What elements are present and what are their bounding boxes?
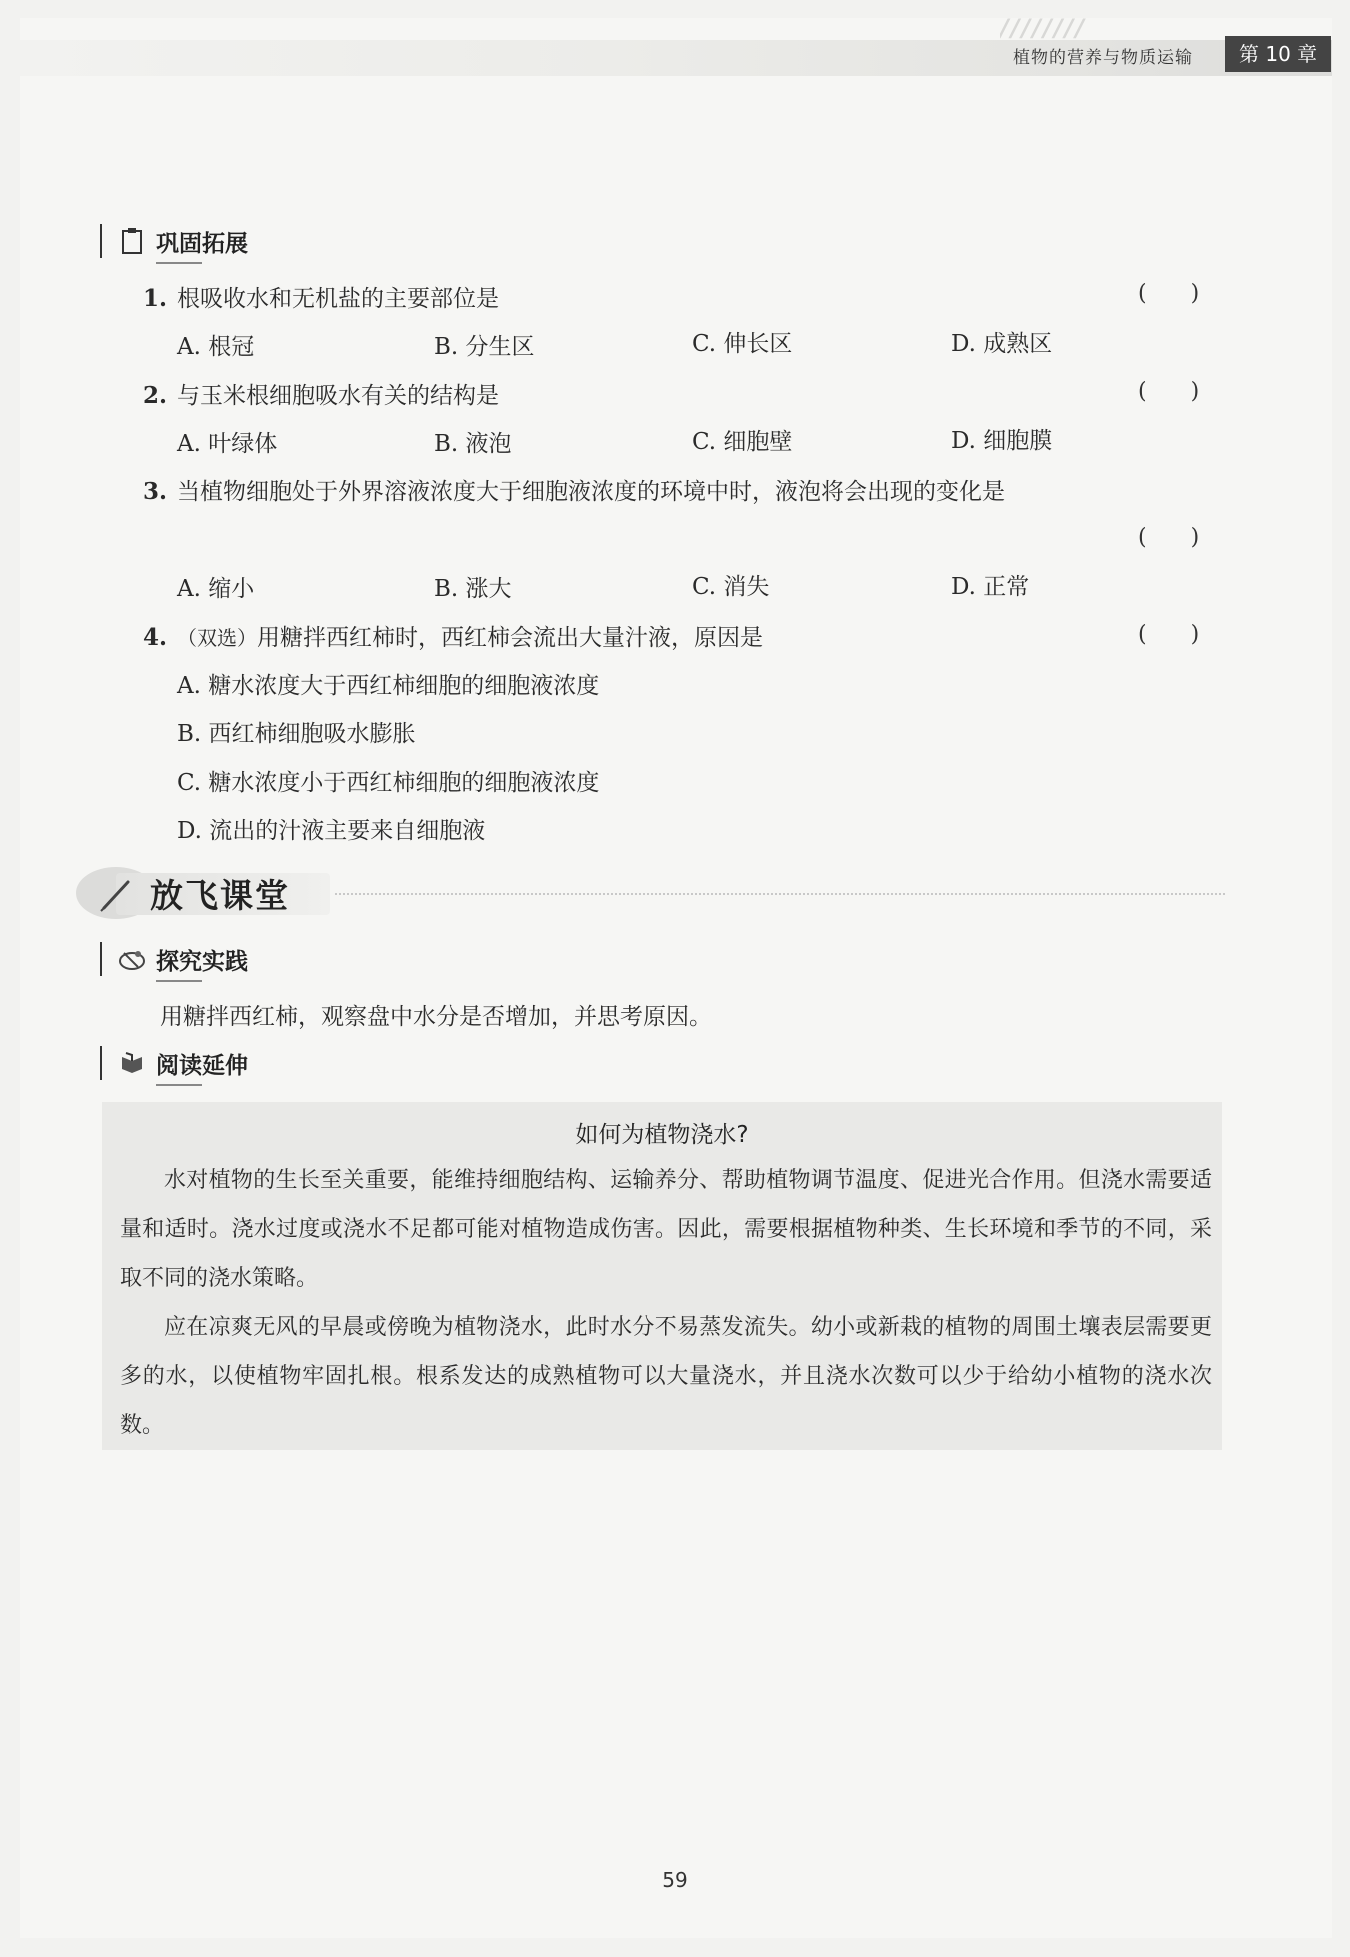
header-decoration: //////// (1000, 14, 1087, 42)
question-number: 2. (143, 382, 168, 409)
question-number: 1. (143, 285, 168, 312)
question-stem: 当植物细胞处于外界溶液浓度大于细胞液浓度的环境中时，液泡将会出现的变化是 (177, 479, 1006, 505)
question-3 (143, 473, 1005, 506)
banner-divider (335, 893, 1225, 895)
section-bar (100, 942, 102, 976)
section-bar (100, 224, 102, 258)
banner-title: 放飞课堂 (150, 876, 290, 915)
reading-paragraph-1: 水对植物的生长至关重要，能维持细胞结构、运输养分、帮助植物调节温度、促进光合作用。但浇水需要适量和适时。浇水过度或浇水不足都可能对植物造成伤害。因此，需要根据植物种类、生长环境和季节的不同，采取不同的浇水策略。 (120, 1168, 1212, 1291)
reading-title: 如何为植物浇水? (575, 1122, 749, 1148)
header-topic: 植物的营养与物质运输 (1013, 48, 1193, 68)
question-stem: 用糖拌西红柿时，西红柿会流出大量汁液，原因是 (257, 625, 764, 651)
answer-blank[interactable]: ( ) (1138, 525, 1200, 550)
pen-icon (96, 874, 136, 914)
answer-blank[interactable]: ( ) (1138, 379, 1200, 404)
section-title: 探究实践 (156, 943, 248, 976)
page-number: 59 (662, 1868, 688, 1892)
option-b: B. 液泡 (434, 431, 512, 457)
section-title: 巩固拓展 (156, 225, 248, 258)
option-d: D. 细胞膜 (951, 428, 1053, 454)
option-b: B. 西红柿细胞吸水膨胀 (177, 721, 416, 747)
option-a: A. 叶绿体 (177, 431, 278, 457)
clipboard-icon (118, 227, 146, 255)
question-2 (143, 377, 499, 410)
option-d: D. 流出的汁液主要来自细胞液 (177, 818, 486, 844)
reading-paragraph-2: 应在凉爽无风的早晨或傍晚为植物浇水，此时水分不易蒸发流失。幼小或新栽的植物的周围土壤表层需要更多的水，以使植物牢固扎根。根系发达的成熟植物可以大量浇水，并且浇水次数可以少于给幼小植物的浇水次数。 (120, 1315, 1212, 1438)
microscope-icon (118, 945, 146, 973)
answer-blank[interactable]: ( ) (1138, 281, 1200, 306)
question-number: 4. (143, 624, 168, 651)
option-b: B. 涨大 (434, 576, 512, 602)
answer-blank[interactable]: ( ) (1138, 622, 1200, 647)
book-icon (118, 1049, 146, 1077)
option-d: D. 正常 (951, 574, 1030, 600)
question-prefix: （双选） (177, 626, 258, 650)
question-stem: 根吸收水和无机盐的主要部位是 (177, 286, 500, 312)
option-c: C. 细胞壁 (692, 429, 793, 455)
option-a: A. 缩小 (177, 576, 255, 602)
reading-box (102, 1102, 1222, 1450)
question-number: 3. (143, 478, 168, 505)
section-explore-header (100, 942, 248, 976)
explore-text: 用糖拌西红柿，观察盘中水分是否增加，并思考原因。 (160, 1004, 712, 1030)
option-c: C. 伸长区 (692, 331, 793, 357)
option-c: C. 糖水浓度小于西红柿细胞的细胞液浓度 (177, 770, 600, 796)
section-bar (100, 1046, 102, 1080)
section-consolidate-header (100, 224, 248, 258)
question-1 (143, 280, 499, 313)
option-c: C. 消失 (692, 574, 770, 600)
question-4 (143, 619, 763, 652)
section-reading-header (100, 1046, 248, 1080)
option-b: B. 分生区 (434, 334, 535, 360)
option-d: D. 成熟区 (951, 331, 1053, 357)
question-stem: 与玉米根细胞吸水有关的结构是 (177, 383, 500, 409)
option-a: A. 根冠 (177, 334, 255, 360)
option-a: A. 糖水浓度大于西红柿细胞的细胞液浓度 (177, 673, 600, 699)
chapter-badge: 第 10 章 (1225, 36, 1331, 72)
section-title: 阅读延伸 (156, 1047, 248, 1080)
